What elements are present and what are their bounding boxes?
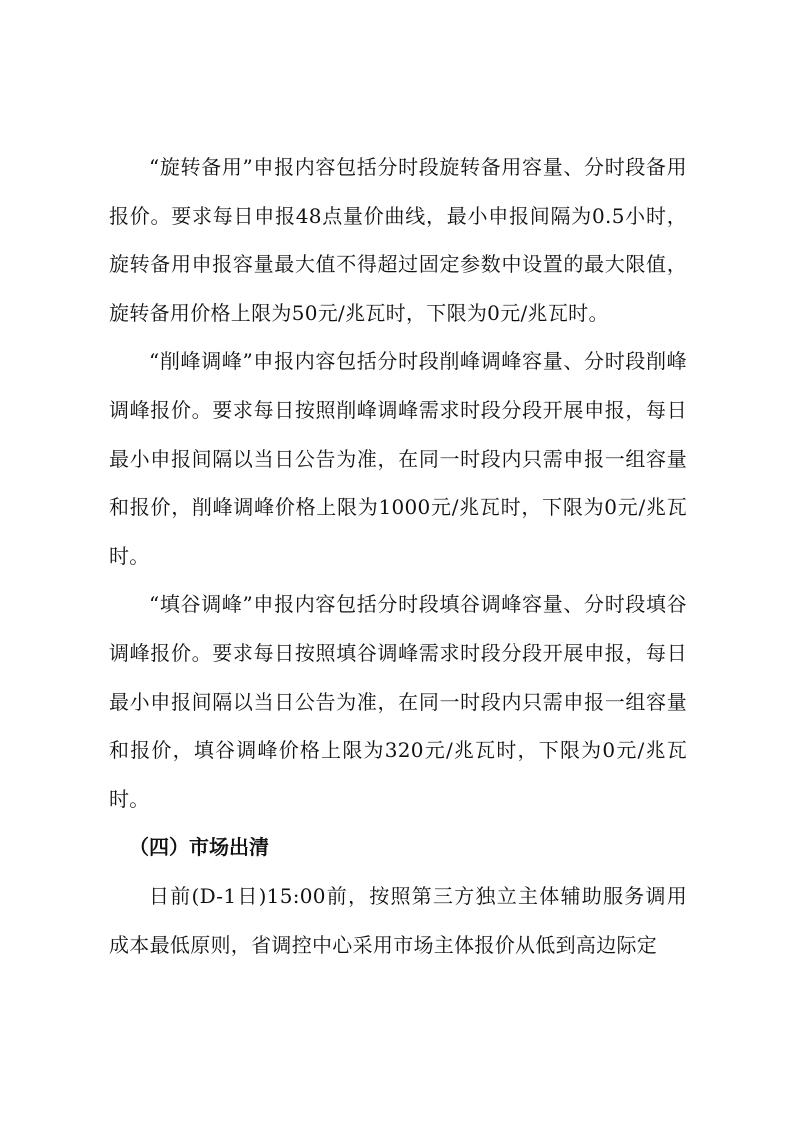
section-heading-market-clearing: （四）市场出清 xyxy=(129,835,269,860)
paragraph-valley-filling: “填谷调峰”申报内容包括分时段填谷调峰容量、分时段填谷调峰报价。要求每日按照填谷调峰需求时段分段开展申报，每日最小申报间隔以当日公告为准，在同一时段内只需申报一组容量和报价，填谷调峰价格上限为320元/兆瓦时，下限为0元/兆瓦时。 xyxy=(109,592,687,811)
paragraph-day-ahead-clearing: 日前(D-1日)15:00前，按照第三方独立主体辅助服务调用成本最低原则，省调控中心采用市场主体报价从低到高边际定 xyxy=(109,883,687,957)
document-body xyxy=(109,143,687,969)
paragraph-spinning-reserve: “旋转备用”申报内容包括分时段旋转备用容量、分时段备用报价。要求每日申报48点量价曲线，最小申报间隔为0.5小时，旋转备用申报容量最大值不得超过固定参数中设置的最大限值，旋转备用价格上限为50元/兆瓦时，下限为0元/兆瓦时。 xyxy=(109,155,687,325)
paragraph-peak-shaving: “削峰调峰”申报内容包括分时段削峰调峰容量、分时段削峰调峰报价。要求每日按照削峰调峰需求时段分段开展申报，每日最小申报间隔以当日公告为准，在同一时段内只需申报一组容量和报价，削峰调峰价格上限为1000元/兆瓦时，下限为0元/兆瓦时。 xyxy=(109,349,687,568)
